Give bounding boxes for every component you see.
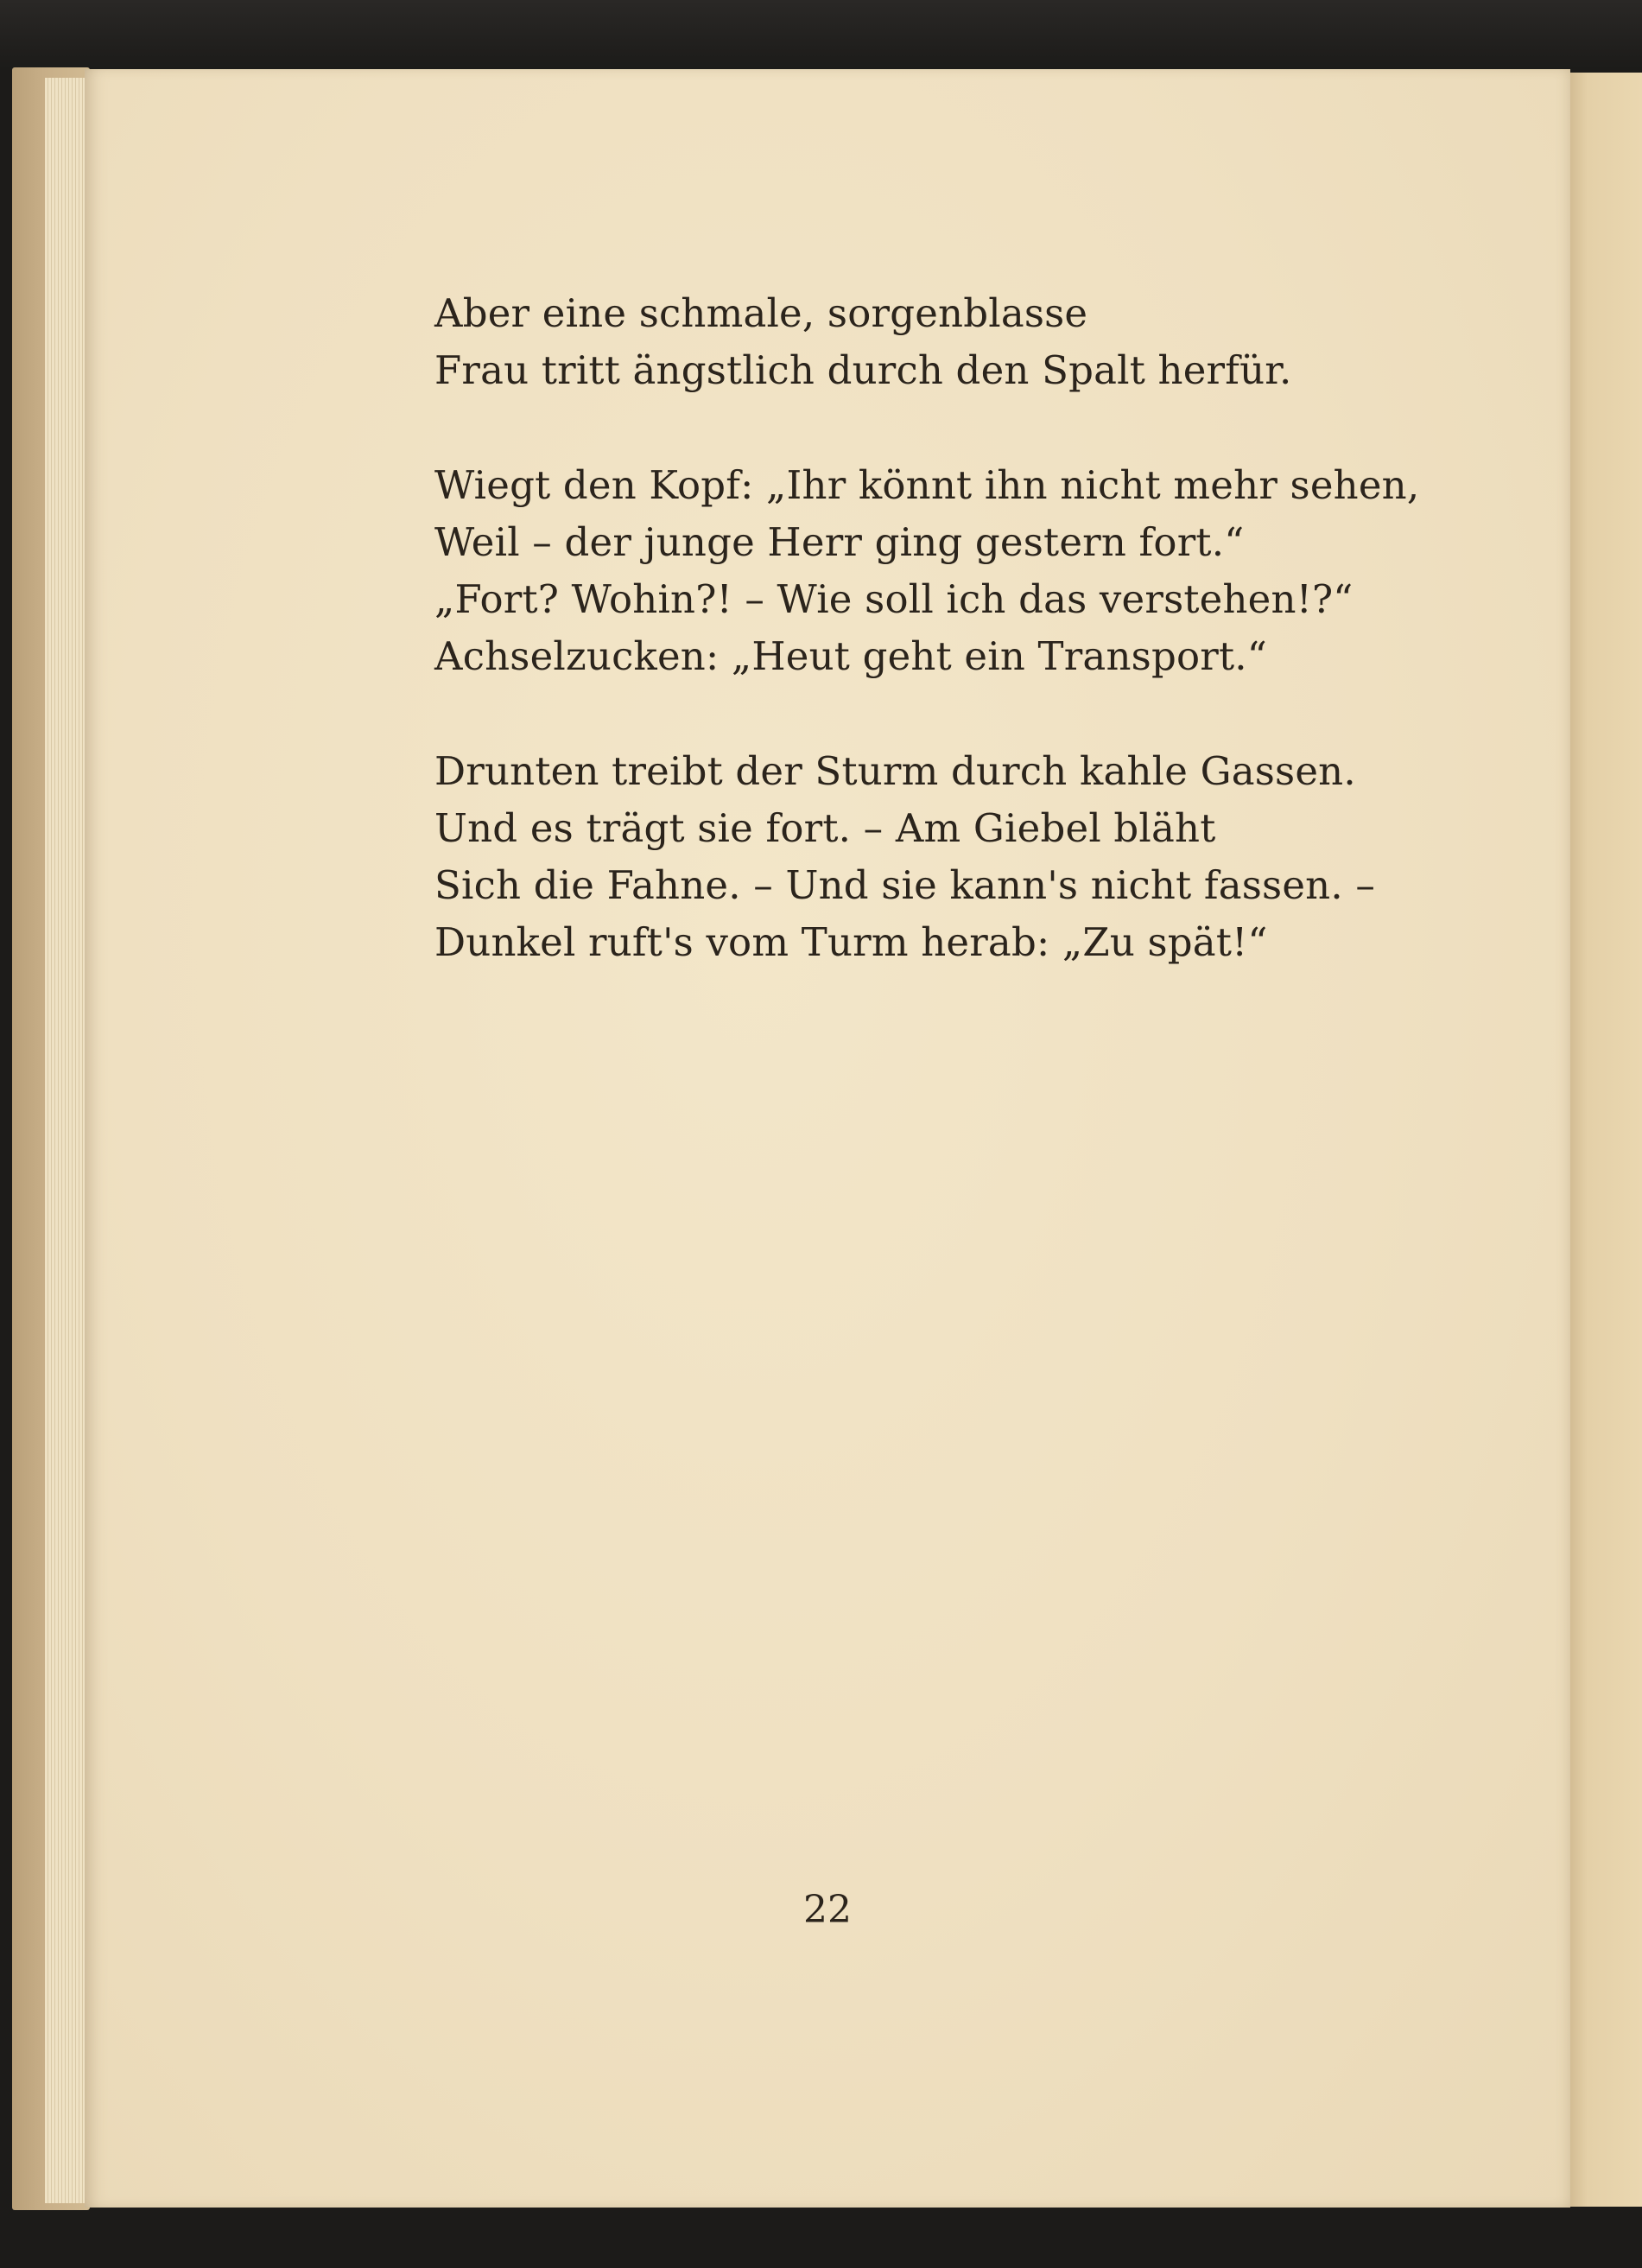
poem-line: Aber eine schmale, sorgenblasse bbox=[434, 290, 1088, 336]
stanza-2 bbox=[434, 457, 1471, 685]
stanza-3 bbox=[434, 743, 1471, 971]
poem-line: Sich die Fahne. – Und sie kann's nicht fassen. – bbox=[434, 862, 1376, 908]
stanza-1 bbox=[434, 285, 1471, 399]
poem-line: Drunten treibt der Sturm durch kahle Gassen. bbox=[434, 748, 1356, 794]
poem-line: Wiegt den Kopf: „Ihr könnt ihn nicht mehr sehen, bbox=[434, 462, 1420, 508]
poem-line: „Fort? Wohin?! – Wie soll ich das verstehen!?“ bbox=[434, 576, 1354, 622]
poem-line: Weil – der junge Herr ging gestern fort.“ bbox=[434, 519, 1245, 565]
poem-line: Und es trägt sie fort. – Am Giebel bläht bbox=[434, 805, 1216, 851]
poem-line: Achselzucken: „Heut geht ein Transport.“ bbox=[434, 633, 1267, 679]
book-page bbox=[85, 69, 1570, 2208]
page-number: 22 bbox=[803, 1888, 852, 1932]
poem bbox=[434, 285, 1471, 1029]
next-page-edge bbox=[1564, 73, 1642, 2207]
poem-line: Dunkel ruft's vom Turm herab: „Zu spät!“ bbox=[434, 919, 1268, 965]
poem-line: Frau tritt ängstlich durch den Spalt herfür. bbox=[434, 347, 1292, 393]
